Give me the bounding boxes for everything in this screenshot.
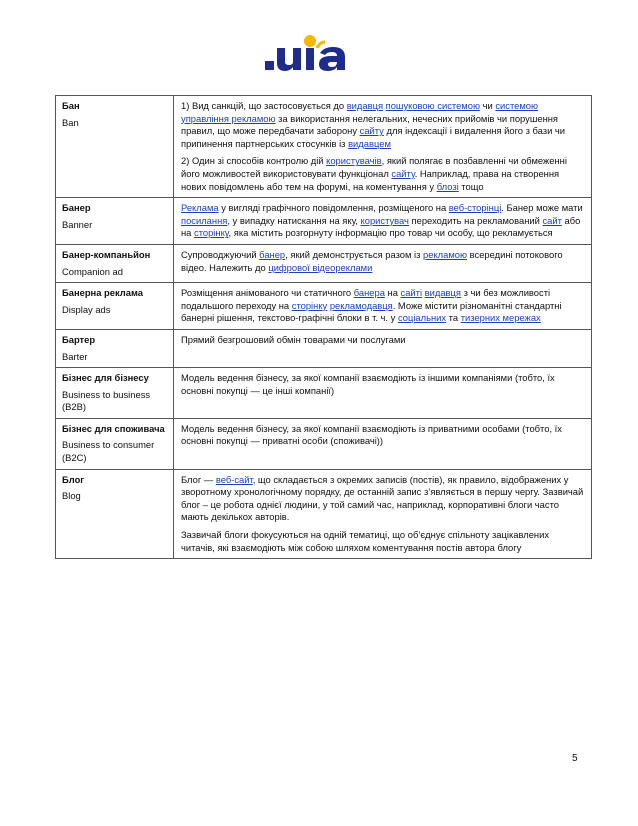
glossary-link[interactable]: видавця <box>346 100 384 111</box>
glossary-link[interactable]: рекламодавця <box>329 299 393 311</box>
term-cell <box>56 329 174 367</box>
term-english: Barter <box>62 350 88 362</box>
definition-text: для індексації і видалення його з бази чи припинення партнерських стосунків із <box>181 125 566 149</box>
glossary-row <box>56 418 592 469</box>
definition-text: Розміщення анімованого чи статичного <box>181 287 354 299</box>
definition-paragraph <box>181 529 584 554</box>
glossary-link[interactable]: видавцем <box>348 137 391 149</box>
term-ukrainian: Бізнес для бізнесу <box>62 372 149 384</box>
definition-text: , що складається з окремих записів (постів), як правило, відображених у зворотному хронологічному порядку, де останній запис з’являється в першу чергу. Зазвичай блог – це робота однієї людини, у той самий час, наприклад, корпоративні блоги часто мають декількох авторів. <box>181 473 584 523</box>
definition-paragraph <box>181 249 584 274</box>
term-ukrainian: Бан <box>62 100 80 111</box>
definition-cell <box>174 329 592 367</box>
page-number: 5 <box>572 753 578 764</box>
term-cell <box>56 96 174 198</box>
term-ukrainian: Банерна реклама <box>62 287 143 299</box>
glossary-row <box>56 469 592 559</box>
definition-text: тощо <box>458 180 484 192</box>
definition-text: або на <box>181 214 581 239</box>
glossary-link[interactable]: сайті <box>400 287 423 299</box>
glossary-link[interactable]: користувачів <box>326 155 382 167</box>
glossary-row <box>56 198 592 245</box>
uia-logo <box>262 34 358 76</box>
definition-text: , у випадку натискання на яку, <box>227 214 361 226</box>
term-ukrainian: Банер-компаньйон <box>62 248 151 260</box>
term-cell <box>56 469 174 559</box>
glossary-link[interactable]: блозі <box>436 180 459 192</box>
glossary-link[interactable]: веб-сторінці <box>448 202 502 214</box>
term-english: Companion ad <box>62 265 123 277</box>
glossary-link[interactable]: тизерних мережах <box>460 312 541 324</box>
definition-text: Модель ведення бізнесу, за якої компанії взаємодіють із іншими компаніями (тобто, їх основні покупці — це інші компанії) <box>181 372 555 396</box>
definition-text: за використання нелегальних, нечесних прийомів чи порушення правил, що може передбачати заборону <box>181 112 558 137</box>
definition-text: на <box>384 287 401 299</box>
definition-text: , який полягає в позбавленні чи обмеженні його можливостей використовувати функціонал <box>181 155 567 179</box>
glossary-link[interactable]: пошуковою системою <box>385 100 480 111</box>
definition-cell <box>174 368 592 419</box>
glossary-link[interactable]: посилання <box>181 214 228 226</box>
glossary-row <box>56 368 592 419</box>
term-ukrainian: Бізнес для споживача <box>62 422 165 434</box>
term-cell <box>56 244 174 282</box>
definition-text: . Може містити різноманітні стандартні банерні рішення, текстово-графічні блоки в т. ч. у <box>181 299 562 324</box>
definition-text: чи <box>480 100 496 111</box>
term-english: Display ads <box>62 303 111 315</box>
definition-cell <box>174 283 592 330</box>
glossary-link[interactable]: банера <box>353 287 385 299</box>
glossary-link[interactable]: рекламою <box>423 248 468 260</box>
definition-text: Прямий безгрошовий обмін товарами чи послугами <box>181 333 406 345</box>
definition-text: переходить на рекламований <box>408 214 543 226</box>
glossary-row <box>56 329 592 367</box>
term-ukrainian: Банер <box>62 202 91 214</box>
glossary-row <box>56 96 592 198</box>
definition-cell <box>174 418 592 469</box>
term-english: Ban <box>62 116 79 128</box>
definition-text: . Банер може мати <box>501 202 583 214</box>
definition-paragraph <box>181 155 584 193</box>
glossary-link[interactable]: користувач <box>360 214 409 226</box>
definition-text: з чи без можливості подальшого переходу на <box>181 287 551 311</box>
definition-text: . Наприклад, права на створення нових повідомлень або тем на форумі, на коментування у <box>181 167 560 192</box>
term-english: Banner <box>62 218 93 230</box>
glossary-link[interactable]: сторінку <box>194 227 229 239</box>
definition-text: , яка містить розгорнуту інформацію про товар чи особу, що рекламується <box>228 227 553 239</box>
glossary-link[interactable]: сайту <box>391 167 415 179</box>
term-english: Business to consumer (B2C) <box>62 439 155 464</box>
definition-text: Блог — <box>181 473 216 485</box>
term-cell <box>56 368 174 419</box>
definition-text: , який демонструється разом із <box>285 248 424 260</box>
glossary-link[interactable]: сайту <box>359 125 384 137</box>
glossary-link[interactable]: видавця <box>424 287 461 299</box>
definition-paragraph <box>181 423 584 448</box>
glossary-table <box>55 95 592 559</box>
definition-text: Зазвичай блоги фокусуються на одній тематиці, що об’єднує спільноту зацікавлених читачів, які взаємодіють між собою шляхом коментування постів автора блогу <box>181 529 550 553</box>
glossary-link[interactable]: Реклама <box>181 202 219 214</box>
definition-cell <box>174 469 592 559</box>
term-ukrainian: Бартер <box>62 333 96 345</box>
definition-text: 1) Вид санкцій, що застосовується до <box>181 100 347 111</box>
definition-cell <box>174 198 592 245</box>
definition-text: всередині потокового відео. Належить до <box>181 248 563 273</box>
glossary-link[interactable]: системою управління рекламою <box>181 100 539 124</box>
glossary-link[interactable]: цифрової відеореклами <box>268 261 373 273</box>
glossary-link[interactable]: соціальних <box>397 312 447 324</box>
term-cell <box>56 198 174 245</box>
definition-cell <box>174 244 592 282</box>
term-cell <box>56 418 174 469</box>
term-cell <box>56 283 174 330</box>
definition-paragraph <box>181 372 584 397</box>
definition-paragraph <box>181 474 584 524</box>
definition-text: та <box>446 312 461 324</box>
definition-text: Супроводжуючий <box>181 248 260 260</box>
term-english: Business to business (B2B) <box>62 388 151 413</box>
term-ukrainian: Блог <box>62 473 85 485</box>
glossary-link[interactable]: веб-сайт <box>215 473 253 485</box>
term-english: Blog <box>62 490 81 502</box>
definition-text: 2) Один зі способів контролю дій <box>181 155 327 167</box>
definition-text: у вигляді графічного повідомлення, розміщеного на <box>218 202 449 214</box>
glossary-link[interactable]: сторінку <box>291 299 328 311</box>
glossary-row <box>56 283 592 330</box>
glossary-row <box>56 244 592 282</box>
definition-text: Модель ведення бізнесу, за якої компанії взаємодіють із приватними особами (тобто, їх основні покупці — приватні особи (споживачі)) <box>181 422 562 447</box>
definition-cell <box>174 96 592 198</box>
glossary-link[interactable]: сайт <box>542 214 562 226</box>
glossary-link[interactable]: банер <box>259 248 286 260</box>
definition-paragraph <box>181 202 584 240</box>
definition-paragraph <box>181 287 584 325</box>
definition-paragraph <box>181 100 584 150</box>
definition-paragraph <box>181 334 584 347</box>
